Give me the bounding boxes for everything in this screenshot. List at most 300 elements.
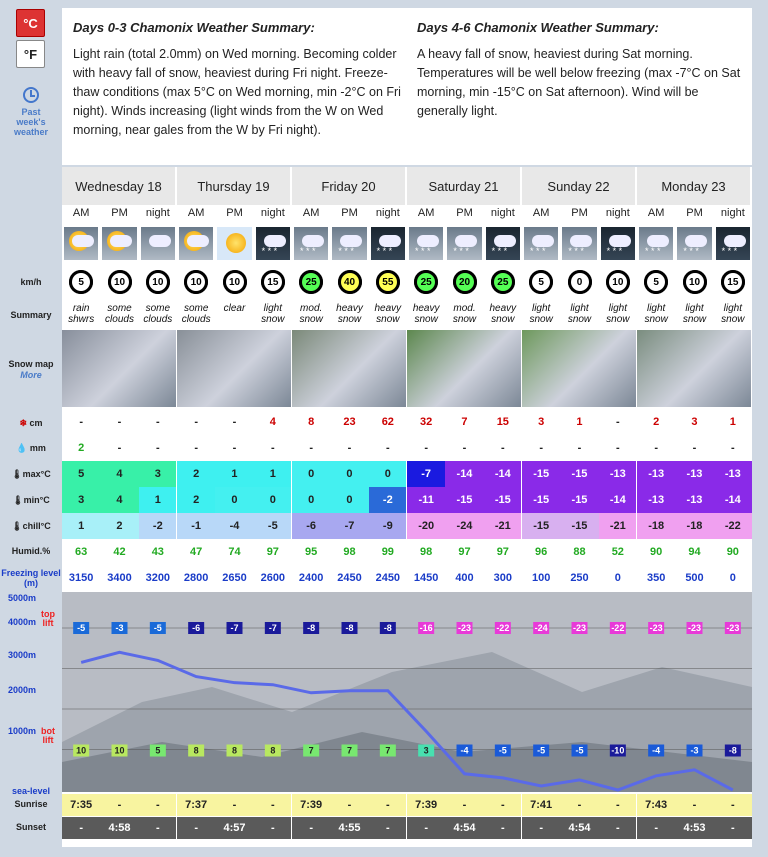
wind-speed-circle <box>338 270 362 294</box>
snow-value: 62 <box>369 409 407 435</box>
cloud-icon <box>187 235 209 247</box>
summary-right-title: Days 4-6 Chamonix Weather Summary: <box>417 20 659 35</box>
chill-unit: chill°C <box>22 521 51 531</box>
freezing-value: 2800 <box>177 565 215 591</box>
chill-value: -6 <box>292 513 330 539</box>
period-label: AM <box>72 207 90 219</box>
snow-value: 1 <box>560 409 598 435</box>
freezing-value: 2400 <box>292 565 330 591</box>
top-lift-temp: -8 <box>383 623 392 633</box>
period-label: AM <box>647 207 665 219</box>
alt-2000: 2000m <box>8 685 37 695</box>
rain-value: - <box>292 435 330 461</box>
period-label: PM <box>686 207 703 219</box>
snowflake-icon: * * * <box>683 246 699 256</box>
snowflake-icon: ❄ <box>19 418 27 428</box>
snow-night-icon <box>486 227 520 260</box>
period-label: night <box>490 207 515 219</box>
snow-value: 3 <box>522 409 560 435</box>
min-value: -11 <box>407 487 445 513</box>
period-label: night <box>260 207 285 219</box>
period-label: PM <box>571 207 588 219</box>
period-label: AM <box>187 207 205 219</box>
freezing-value: 250 <box>560 565 598 591</box>
freezing-value: 400 <box>445 565 483 591</box>
snow-value: 1 <box>714 409 752 435</box>
summary-left-text: Light rain (total 2.0mm) on Wed morning. Becoming colder with heavy fall of snow, heaviest during Fri night. Freeze-thaw conditions (max 5°C on Wed morning, min -2°C on Fri night). Winds increasing (light winds from the W on Wed morning, near gales from the W by Fri night). <box>73 47 401 137</box>
bottom-lift-temp: -10 <box>611 745 625 756</box>
sunrise-value: - <box>215 794 253 816</box>
max-value: -13 <box>675 461 713 487</box>
cloud-icon <box>110 235 132 247</box>
sunrise-value: - <box>330 794 368 816</box>
condition-summary: mod. snow <box>299 303 323 325</box>
wind-speed-circle <box>606 270 630 294</box>
sunset-value: - <box>407 817 445 839</box>
snow-cloud-icon <box>294 227 328 260</box>
snowflake-icon: * * * <box>261 246 278 256</box>
humid-value: 52 <box>599 539 637 565</box>
humid-value: 43 <box>139 539 177 565</box>
snowflake-icon: * * * <box>721 246 738 256</box>
snow-value: - <box>215 409 253 435</box>
snow-map-thumbnail[interactable] <box>292 330 406 407</box>
bottom-lift-temp: 8 <box>231 745 238 756</box>
max-value: 4 <box>100 461 138 487</box>
freezing-value: 3200 <box>139 565 177 591</box>
max-value: -13 <box>637 461 675 487</box>
snow-map-thumbnail[interactable] <box>177 330 291 407</box>
humid-value: 95 <box>292 539 330 565</box>
condition-summary: clear <box>223 303 246 314</box>
weather-summary <box>62 8 752 165</box>
wind-speed-circle <box>69 270 93 294</box>
humid-value: 63 <box>62 539 100 565</box>
min-value: 0 <box>254 487 292 513</box>
snowflake-icon: * * * <box>606 246 623 256</box>
bottom-lift-temp: -5 <box>537 745 546 756</box>
min-value: -14 <box>714 487 752 513</box>
wind-speed-circle <box>568 270 592 294</box>
snow-cloud-icon <box>409 227 443 260</box>
humid-value: 74 <box>215 539 253 565</box>
snow-value: 15 <box>484 409 522 435</box>
wind-speed-circle <box>299 270 323 294</box>
freezing-value: 350 <box>637 565 675 591</box>
wind-speed-value: 10 <box>187 273 205 291</box>
max-value: 5 <box>62 461 100 487</box>
snow-value: - <box>177 409 215 435</box>
sunset-value: - <box>484 817 522 839</box>
max-value: -13 <box>714 461 752 487</box>
freezing-value: 3400 <box>100 565 138 591</box>
wind-speed-value: 25 <box>417 273 435 291</box>
period-label: PM <box>341 207 358 219</box>
rain-value: - <box>714 435 752 461</box>
summary-days-4-6 <box>417 18 747 121</box>
snowmap-label: Snow map <box>8 359 54 369</box>
wind-speed-circle <box>644 270 668 294</box>
bottom-lift-temp: -4 <box>652 745 661 756</box>
chill-value: -5 <box>254 513 292 539</box>
bottom-lift-temp: 7 <box>346 745 353 756</box>
snow-value: 23 <box>330 409 368 435</box>
rain-value: - <box>445 435 483 461</box>
wind-speed-value: 55 <box>379 273 397 291</box>
min-value: 1 <box>139 487 177 513</box>
sunrise-value: - <box>139 794 177 816</box>
top-lift-temp: -23 <box>687 623 702 633</box>
condition-summary: heavy snow <box>412 303 440 325</box>
top-lift-temp: -8 <box>307 623 316 633</box>
rain-value: - <box>254 435 292 461</box>
bottom-lift-temp: -3 <box>690 745 699 756</box>
moon-cloud-icon <box>141 227 175 260</box>
snow-value: 8 <box>292 409 330 435</box>
freezing-value: 2650 <box>215 565 253 591</box>
humid-value: 97 <box>254 539 292 565</box>
top-lift-temp: -23 <box>726 623 740 633</box>
max-value: -14 <box>445 461 483 487</box>
sunrise-value: - <box>445 794 483 816</box>
chill-value: -21 <box>484 513 522 539</box>
wind-speed-value: 15 <box>724 273 742 291</box>
min-value: 3 <box>62 487 100 513</box>
condition-summary: some clouds <box>181 303 211 325</box>
wind-speed-circle <box>184 270 208 294</box>
rain-value: - <box>407 435 445 461</box>
wind-speed-circle <box>529 270 553 294</box>
fahrenheit-button[interactable]: °F <box>16 40 45 68</box>
rain-value: - <box>330 435 368 461</box>
min-value: -15 <box>560 487 598 513</box>
rain-label <box>0 443 62 454</box>
condition-summary: light snow <box>529 303 553 325</box>
sunset-value: - <box>522 817 560 839</box>
chill-value: -9 <box>369 513 407 539</box>
sun-icon <box>226 233 246 253</box>
period-label: PM <box>226 207 243 219</box>
rain-value: - <box>675 435 713 461</box>
snowmap-more-link[interactable]: More <box>20 370 42 380</box>
snow-map-thumbnail[interactable] <box>637 330 751 407</box>
sun-cloud-icon <box>179 227 213 260</box>
period-label: night <box>375 207 400 219</box>
top-lift-temp: -22 <box>611 623 625 633</box>
day-header: Saturday 21 <box>407 167 521 205</box>
snow-map-thumbnail[interactable] <box>407 330 521 407</box>
max-value: -14 <box>484 461 522 487</box>
snowflake-icon: * * * <box>415 246 431 256</box>
alt-3000: 3000m <box>8 650 37 660</box>
condition-summary: light snow <box>721 303 745 325</box>
sunrise-value: 7:39 <box>407 794 445 816</box>
alt-1000: 1000m <box>8 726 37 736</box>
bottom-lift-temp: -4 <box>460 745 469 756</box>
wind-speed-value: 10 <box>111 273 129 291</box>
wind-speed-value: 10 <box>226 273 244 291</box>
sunset-value: - <box>62 817 100 839</box>
rain-value: - <box>522 435 560 461</box>
sunset-value: 4:54 <box>560 817 598 839</box>
rain-value: 2 <box>62 435 100 461</box>
max-value: -13 <box>599 461 637 487</box>
top-lift-temp: -5 <box>153 623 162 633</box>
thermometer-icon: 🌡 <box>11 521 23 531</box>
wind-speed-circle <box>721 270 745 294</box>
sunset-value: - <box>139 817 177 839</box>
chill-value: -18 <box>675 513 713 539</box>
wind-speed-circle <box>491 270 515 294</box>
top-lift-temp: -23 <box>572 623 587 633</box>
wind-speed-value: 15 <box>264 273 282 291</box>
sunset-value: - <box>714 817 752 839</box>
snowflake-icon: * * * <box>491 246 508 256</box>
humid-value: 90 <box>714 539 752 565</box>
rain-sun-icon <box>64 227 98 260</box>
sunrise-value: - <box>100 794 138 816</box>
rain-value: - <box>177 435 215 461</box>
thermometer-icon: 🌡 <box>11 469 23 479</box>
chill-value: -7 <box>330 513 368 539</box>
freezing-value: 1450 <box>407 565 445 591</box>
top-lift-temp: -6 <box>192 623 201 633</box>
humid-value: 97 <box>445 539 483 565</box>
bottom-lift-temp: 8 <box>193 745 199 756</box>
snow-unit: cm <box>29 418 43 428</box>
condition-summary: some clouds <box>105 303 134 325</box>
sunset-value: - <box>369 817 407 839</box>
condition-summary: mod. snow <box>452 303 477 325</box>
toplift-label: top lift <box>41 609 55 628</box>
bottom-lift-temp: 8 <box>270 745 276 756</box>
top-lift-temp: -7 <box>268 623 277 633</box>
top-lift-temp: -3 <box>115 623 124 633</box>
sunset-value: 4:54 <box>445 817 483 839</box>
clock-icon[interactable] <box>23 87 39 103</box>
freezing-value: 0 <box>599 565 637 591</box>
sun-cloud-icon <box>102 227 136 260</box>
day-header: Sunday 22 <box>522 167 636 205</box>
max-value: 0 <box>330 461 368 487</box>
condition-summary: light snow <box>644 303 668 325</box>
condition-summary: light snow <box>606 303 630 325</box>
rain-unit: mm <box>29 443 46 453</box>
summary-label: Summary <box>10 310 52 320</box>
alt-4000: 4000m <box>8 617 37 627</box>
min-value: 0 <box>292 487 330 513</box>
humid-value: 88 <box>560 539 598 565</box>
max-value: -15 <box>560 461 598 487</box>
freezing-value: 500 <box>675 565 713 591</box>
freezing-value: 2450 <box>369 565 407 591</box>
botlift-label: bot lift <box>41 726 55 745</box>
rain-value: - <box>599 435 637 461</box>
snowflake-icon: * * * <box>338 246 354 256</box>
top-lift-temp: -8 <box>345 623 354 633</box>
bottom-lift-temp: 3 <box>423 745 429 756</box>
sunrise-value: 7:39 <box>292 794 330 816</box>
bottom-lift-temp: -5 <box>498 745 507 756</box>
rain-value: - <box>100 435 138 461</box>
chill-value: -22 <box>714 513 752 539</box>
wind-speed-value: 5 <box>532 273 550 291</box>
sunset-value: - <box>599 817 637 839</box>
wind-speed-value: 10 <box>149 273 167 291</box>
freezing-value: 100 <box>522 565 560 591</box>
top-lift-temp: -7 <box>230 623 239 633</box>
wind-speed-value: 20 <box>456 273 474 291</box>
condition-summary: heavy snow <box>336 303 363 325</box>
wind-speed-circle <box>108 270 132 294</box>
max-value: 0 <box>292 461 330 487</box>
snow-value: 2 <box>637 409 675 435</box>
snow-map-thumbnail[interactable] <box>62 330 176 407</box>
snow-value: - <box>100 409 138 435</box>
chill-value: -1 <box>177 513 215 539</box>
sunrise-label: Sunrise <box>14 799 48 809</box>
period-label: AM <box>417 207 435 219</box>
snow-value: 4 <box>254 409 292 435</box>
humid-value: 90 <box>637 539 675 565</box>
snow-cloud-icon <box>677 227 711 260</box>
snow-value: 32 <box>407 409 445 435</box>
top-lift-temp: -22 <box>496 623 510 633</box>
celsius-button[interactable]: °C <box>16 9 45 37</box>
top-lift-temp: -23 <box>457 623 472 633</box>
rain-value: - <box>369 435 407 461</box>
min-value: -13 <box>675 487 713 513</box>
humid-value: 42 <box>100 539 138 565</box>
top-lift-temp: -5 <box>77 623 86 633</box>
snowflake-icon: * * * <box>645 246 661 256</box>
wind-speed-circle <box>146 270 170 294</box>
snow-night-icon <box>601 227 635 260</box>
bottom-lift-temp: 5 <box>155 745 161 756</box>
freezing-level-chart <box>62 592 752 792</box>
snow-night-icon <box>256 227 290 260</box>
period-label: night <box>145 207 170 219</box>
snow-night-icon <box>371 227 405 260</box>
condition-summary: rain shwrs <box>68 303 95 325</box>
max-value: 1 <box>215 461 253 487</box>
top-lift-temp: -23 <box>649 623 663 633</box>
wind-speed-circle <box>453 270 477 294</box>
wind-speed-value: 25 <box>302 273 320 291</box>
max-value: -15 <box>522 461 560 487</box>
wind-speed-circle <box>414 270 438 294</box>
wind-label: km/h <box>20 277 42 287</box>
min-value: -15 <box>445 487 483 513</box>
period-label: AM <box>302 207 320 219</box>
max-unit: max°C <box>22 469 51 479</box>
rain-value: - <box>637 435 675 461</box>
max-label <box>0 469 62 480</box>
sunrise-value: - <box>254 794 292 816</box>
bottom-lift-temp: 7 <box>308 745 314 756</box>
freezing-value: 0 <box>714 565 752 591</box>
min-value: 0 <box>215 487 253 513</box>
chill-value: -18 <box>637 513 675 539</box>
chill-value: -4 <box>215 513 253 539</box>
bottom-lift-temp: -5 <box>575 745 584 756</box>
chill-value: -15 <box>560 513 598 539</box>
snow-map-thumbnail[interactable] <box>522 330 636 407</box>
snow-value: - <box>599 409 637 435</box>
wind-speed-circle <box>261 270 285 294</box>
snow-cloud-icon <box>447 227 481 260</box>
sunset-value: - <box>177 817 215 839</box>
past-week-link[interactable]: Past week's weather <box>13 107 48 137</box>
chill-value: 2 <box>100 513 138 539</box>
day-header: Monday 23 <box>637 167 751 205</box>
min-value: -15 <box>484 487 522 513</box>
wind-speed-value: 10 <box>609 273 627 291</box>
snowflake-icon: * * * <box>453 246 469 256</box>
humid-value: 96 <box>522 539 560 565</box>
sunrise-value: 7:37 <box>177 794 215 816</box>
sunset-value: 4:53 <box>675 817 713 839</box>
snowflake-icon: * * * <box>568 246 584 256</box>
thermometer-icon: 🌡 <box>12 495 24 505</box>
sunset-value: 4:57 <box>215 817 253 839</box>
rain-value: - <box>560 435 598 461</box>
sunset-label: Sunset <box>15 822 46 832</box>
min-value: 2 <box>177 487 215 513</box>
freezing-value: 2450 <box>330 565 368 591</box>
min-value: -14 <box>599 487 637 513</box>
freezing-value: 3150 <box>62 565 100 591</box>
min-value: -13 <box>637 487 675 513</box>
condition-summary: some clouds <box>143 303 173 325</box>
wind-speed-value: 10 <box>686 273 704 291</box>
min-value: 4 <box>100 487 138 513</box>
top-lift-temp: -16 <box>419 623 433 633</box>
top-lift-temp: -24 <box>534 623 548 633</box>
chill-value: -15 <box>522 513 560 539</box>
period-label: night <box>720 207 745 219</box>
max-value: 2 <box>177 461 215 487</box>
sunset-value: - <box>637 817 675 839</box>
period-label: AM <box>532 207 550 219</box>
max-value: 1 <box>254 461 292 487</box>
wind-speed-value: 5 <box>647 273 665 291</box>
rain-value: - <box>484 435 522 461</box>
period-label: night <box>605 207 630 219</box>
day-header: Wednesday 18 <box>62 167 176 205</box>
sea-level-label: sea-level <box>11 786 51 796</box>
summary-days-0-3 <box>73 18 403 140</box>
rain-value: - <box>139 435 177 461</box>
sunrise-value: 7:43 <box>637 794 675 816</box>
min-unit: min°C <box>23 495 50 505</box>
snowflake-icon: * * * <box>530 246 546 256</box>
snow-cloud-icon <box>332 227 366 260</box>
sunset-value: 4:55 <box>330 817 368 839</box>
bottom-lift-temp: 10 <box>114 745 125 756</box>
bottom-lift-temp: 10 <box>76 745 87 756</box>
sunrise-value: - <box>714 794 752 816</box>
condition-summary: heavy snow <box>489 303 517 325</box>
sunrise-value: - <box>369 794 407 816</box>
sunrise-value: - <box>599 794 637 816</box>
day-header: Friday 20 <box>292 167 406 205</box>
condition-summary: heavy snow <box>374 303 402 325</box>
wind-speed-circle <box>683 270 707 294</box>
cloud-icon <box>72 235 94 247</box>
condition-summary: light snow <box>682 303 707 325</box>
humid-value: 98 <box>330 539 368 565</box>
